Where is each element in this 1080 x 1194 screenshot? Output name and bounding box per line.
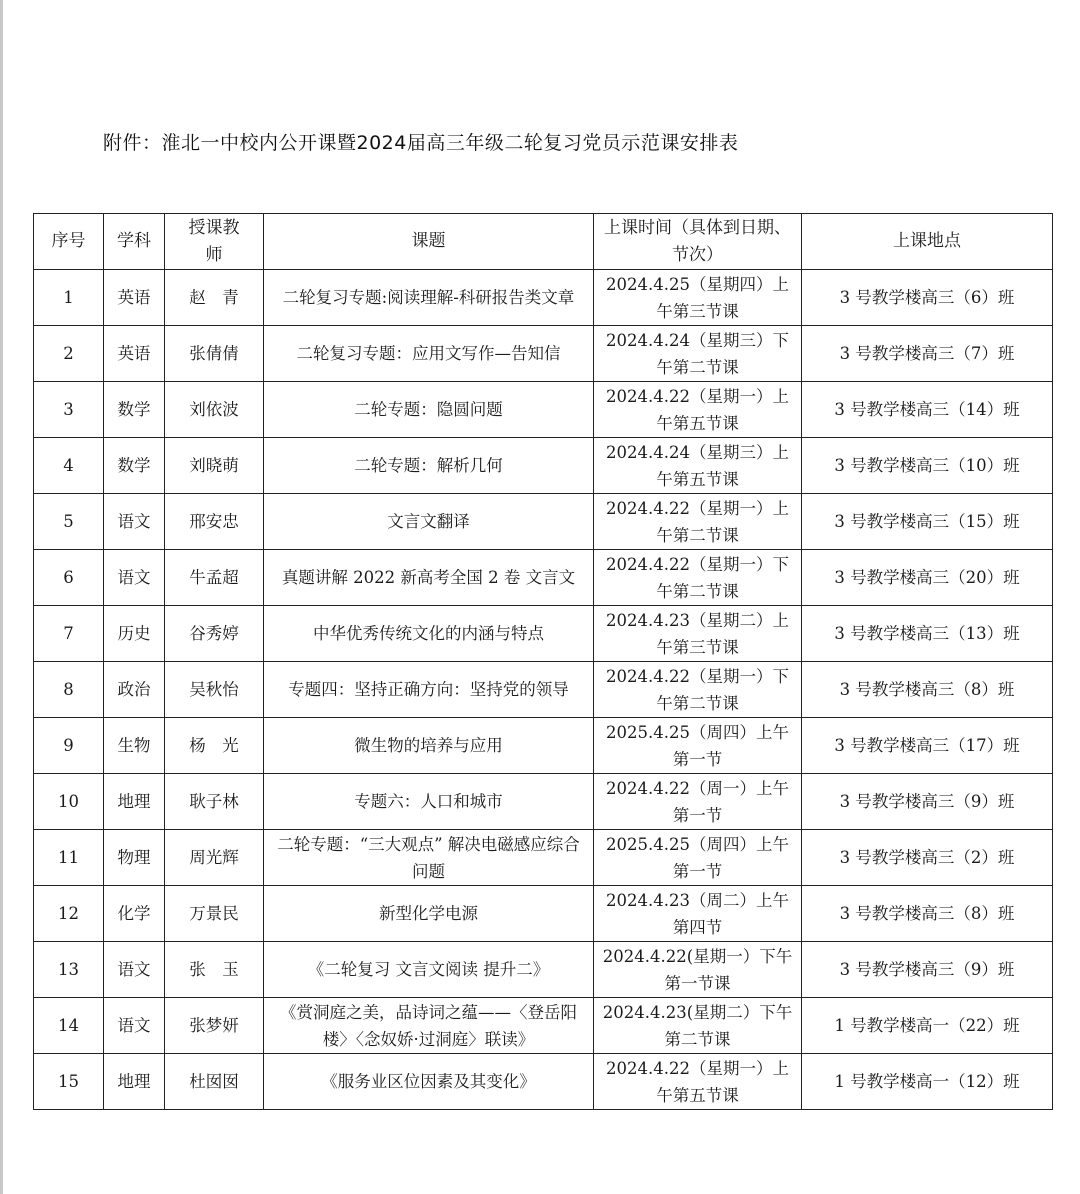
cell-place: 3 号教学楼高三（17）班: [802, 718, 1053, 774]
cell-subject: 数学: [104, 382, 165, 438]
cell-time: 2024.4.24（星期三）上午第五节课: [594, 438, 802, 494]
cell-num: 3: [34, 382, 104, 438]
cell-time: 2024.4.22（星期一）上午第五节课: [594, 1054, 802, 1110]
table-header-row: [34, 214, 1053, 270]
cell-num: 14: [34, 998, 104, 1054]
cell-place: 1 号教学楼高一（22）班: [802, 998, 1053, 1054]
header-subject: 学科: [104, 214, 165, 270]
cell-teacher: 吴秋怡: [165, 662, 264, 718]
cell-time: 2024.4.23（星期二）上午第三节课: [594, 606, 802, 662]
cell-place: 3 号教学楼高三（6）班: [802, 270, 1053, 326]
cell-time: 2025.4.25（周四）上午第一节: [594, 718, 802, 774]
cell-time: 2024.4.23（周二）上午第四节: [594, 886, 802, 942]
cell-time: 2024.4.24（星期三）下午第二节课: [594, 326, 802, 382]
cell-teacher: 张倩倩: [165, 326, 264, 382]
cell-time: 2024.4.22（星期一）下午第二节课: [594, 662, 802, 718]
cell-subject: 语文: [104, 998, 165, 1054]
table-row: [34, 494, 1053, 550]
cell-place: 3 号教学楼高三（15）班: [802, 494, 1053, 550]
cell-subject: 物理: [104, 830, 165, 886]
header-topic: 课题: [264, 214, 594, 270]
table-row: [34, 942, 1053, 998]
table-row: [34, 662, 1053, 718]
cell-teacher: 张梦妍: [165, 998, 264, 1054]
cell-time: 2024.4.22（星期一）上午第五节课: [594, 382, 802, 438]
cell-teacher: 刘晓萌: [165, 438, 264, 494]
document-title: 附件：淮北一中校内公开课暨2024届高三年级二轮复习党员示范课安排表: [103, 132, 739, 154]
cell-place: 3 号教学楼高三（13）班: [802, 606, 1053, 662]
cell-topic: 《二轮复习 文言文阅读 提升二》: [264, 942, 594, 998]
cell-num: 12: [34, 886, 104, 942]
cell-topic: 二轮专题：解析几何: [264, 438, 594, 494]
cell-time: 2024.4.22（星期一）下午第二节课: [594, 550, 802, 606]
cell-time: 2024.4.22(星期一）下午第一节课: [594, 942, 802, 998]
cell-time: 2025.4.25（周四）上午第一节: [594, 830, 802, 886]
cell-subject: 语文: [104, 942, 165, 998]
cell-num: 9: [34, 718, 104, 774]
table-row: [34, 326, 1053, 382]
cell-num: 15: [34, 1054, 104, 1110]
cell-topic: 专题四：坚持正确方向：坚持党的领导: [264, 662, 594, 718]
table-row: [34, 550, 1053, 606]
cell-topic: 真题讲解 2022 新高考全国 2 卷 文言文: [264, 550, 594, 606]
cell-teacher: 赵 青: [165, 270, 264, 326]
table-row: [34, 998, 1053, 1054]
cell-num: 7: [34, 606, 104, 662]
cell-topic: 二轮专题：“三大观点” 解决电磁感应综合问题: [264, 830, 594, 886]
table-body: [34, 270, 1053, 1110]
cell-teacher: 刘依波: [165, 382, 264, 438]
cell-teacher: 杨 光: [165, 718, 264, 774]
header-place: 上课地点: [802, 214, 1053, 270]
cell-time: 2024.4.23(星期二）下午第二节课: [594, 998, 802, 1054]
cell-teacher: 耿子林: [165, 774, 264, 830]
cell-subject: 化学: [104, 886, 165, 942]
cell-topic: 专题六：人口和城市: [264, 774, 594, 830]
cell-topic: 《服务业区位因素及其变化》: [264, 1054, 594, 1110]
table-row: [34, 830, 1053, 886]
cell-topic: 文言文翻译: [264, 494, 594, 550]
cell-place: 3 号教学楼高三（9）班: [802, 942, 1053, 998]
cell-place: 3 号教学楼高三（7）班: [802, 326, 1053, 382]
page-edge: [0, 0, 3, 1194]
cell-num: 4: [34, 438, 104, 494]
table-row: [34, 606, 1053, 662]
table-row: [34, 718, 1053, 774]
cell-topic: 二轮复习专题:阅读理解-科研报告类文章: [264, 270, 594, 326]
cell-subject: 历史: [104, 606, 165, 662]
cell-teacher: 周光辉: [165, 830, 264, 886]
cell-place: 3 号教学楼高三（8）班: [802, 662, 1053, 718]
cell-num: 13: [34, 942, 104, 998]
cell-subject: 语文: [104, 494, 165, 550]
cell-subject: 数学: [104, 438, 165, 494]
cell-subject: 英语: [104, 270, 165, 326]
cell-num: 2: [34, 326, 104, 382]
table-row: [34, 438, 1053, 494]
cell-teacher: 张 玉: [165, 942, 264, 998]
table-row: [34, 1054, 1053, 1110]
cell-topic: 二轮专题：隐圆问题: [264, 382, 594, 438]
table-row: [34, 382, 1053, 438]
cell-topic: 中华优秀传统文化的内涵与特点: [264, 606, 594, 662]
cell-teacher: 杜囡囡: [165, 1054, 264, 1110]
cell-num: 1: [34, 270, 104, 326]
cell-place: 3 号教学楼高三（8）班: [802, 886, 1053, 942]
cell-teacher: 邢安忠: [165, 494, 264, 550]
cell-subject: 英语: [104, 326, 165, 382]
cell-subject: 语文: [104, 550, 165, 606]
header-num: 序号: [34, 214, 104, 270]
cell-num: 10: [34, 774, 104, 830]
table-row: [34, 270, 1053, 326]
table-row: [34, 886, 1053, 942]
header-teacher: 授课教师: [165, 214, 264, 270]
cell-time: 2024.4.25（星期四）上午第三节课: [594, 270, 802, 326]
cell-num: 8: [34, 662, 104, 718]
cell-teacher: 谷秀婷: [165, 606, 264, 662]
cell-topic: 二轮复习专题：应用文写作—告知信: [264, 326, 594, 382]
cell-place: 3 号教学楼高三（10）班: [802, 438, 1053, 494]
cell-teacher: 牛孟超: [165, 550, 264, 606]
schedule-table: [33, 213, 1053, 1110]
cell-place: 3 号教学楼高三（14）班: [802, 382, 1053, 438]
cell-topic: 微生物的培养与应用: [264, 718, 594, 774]
cell-subject: 政治: [104, 662, 165, 718]
cell-time: 2024.4.22（周一）上午第一节: [594, 774, 802, 830]
cell-topic: 《赏洞庭之美，品诗词之蕴——〈登岳阳楼〉〈念奴娇·过洞庭〉联读》: [264, 998, 594, 1054]
cell-num: 6: [34, 550, 104, 606]
table-row: [34, 774, 1053, 830]
cell-time: 2024.4.22（星期一）上午第二节课: [594, 494, 802, 550]
cell-topic: 新型化学电源: [264, 886, 594, 942]
cell-num: 5: [34, 494, 104, 550]
cell-teacher: 万景民: [165, 886, 264, 942]
cell-place: 3 号教学楼高三（20）班: [802, 550, 1053, 606]
cell-place: 3 号教学楼高三（9）班: [802, 774, 1053, 830]
cell-subject: 生物: [104, 718, 165, 774]
cell-place: 3 号教学楼高三（2）班: [802, 830, 1053, 886]
cell-subject: 地理: [104, 1054, 165, 1110]
cell-subject: 地理: [104, 774, 165, 830]
header-time: 上课时间（具体到日期、节次）: [594, 214, 802, 270]
cell-num: 11: [34, 830, 104, 886]
cell-place: 1 号教学楼高一（12）班: [802, 1054, 1053, 1110]
